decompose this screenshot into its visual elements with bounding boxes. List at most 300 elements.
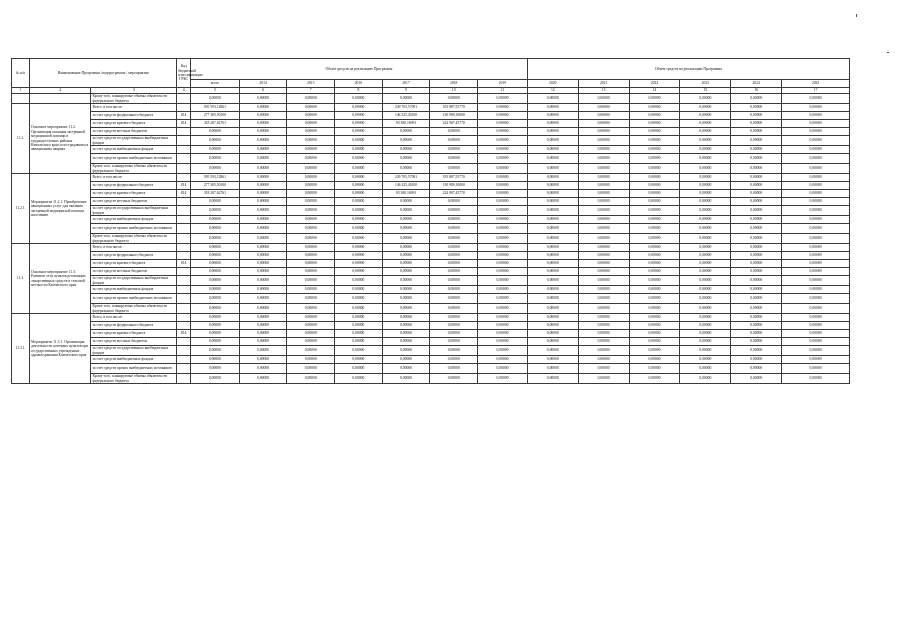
header-column-number: 14 xyxy=(629,88,680,94)
table-row xyxy=(12,252,850,260)
year-amount: 0,00000 xyxy=(335,164,383,174)
year-amount: 0,00000 xyxy=(335,206,383,216)
year-amount: 0,00000 xyxy=(239,286,287,294)
header-year: 2025 xyxy=(782,80,850,88)
year-amount: 0,00000 xyxy=(287,346,335,356)
year-amount: 0,00000 xyxy=(430,330,478,338)
year-amount: 0,00000 xyxy=(527,112,578,120)
header-year: 2017 xyxy=(382,80,430,88)
total-amount: 0,00000 xyxy=(191,164,240,174)
year-amount: 0,00000 xyxy=(731,330,782,338)
budget-code: 814 xyxy=(177,120,191,128)
year-amount: 0,00000 xyxy=(287,330,335,338)
year-amount: 0,00000 xyxy=(680,364,731,374)
header-code: Код бюджетной классификации ГРБС xyxy=(177,59,191,88)
year-amount: 0,00000 xyxy=(239,224,287,234)
budget-code xyxy=(177,94,191,104)
total-amount: 0,00000 xyxy=(191,304,240,314)
table-row xyxy=(12,146,850,154)
table-row xyxy=(12,268,850,276)
funding-source: за счет средств государственных внебюджетных фондов xyxy=(91,276,177,286)
year-amount: 0,00000 xyxy=(629,364,680,374)
header-column-number: 13 xyxy=(578,88,629,94)
activity-name: Основное мероприятие 11.2. Организация оказания экстренной медицинской помощи в труднодоступных районах Камчатского края и пострадавшим в авиационных авариях xyxy=(30,104,91,174)
year-amount: 0,00000 xyxy=(629,198,680,206)
year-amount: 0,00000 xyxy=(287,244,335,252)
year-amount: 0,00000 xyxy=(335,104,383,112)
funding-source: за счет средств федерального бюджета xyxy=(91,252,177,260)
row-number: 11.3. xyxy=(12,244,30,314)
budget-code: 814 xyxy=(177,112,191,120)
year-amount: 0,00000 xyxy=(782,234,850,244)
year-amount: 0,00000 xyxy=(430,276,478,286)
scan-mark-right xyxy=(887,52,889,53)
funding-source: за счет средств федерального бюджета xyxy=(91,182,177,190)
total-amount: 0,00000 xyxy=(191,216,240,224)
year-amount: 0,00000 xyxy=(731,346,782,356)
year-amount: 0,00000 xyxy=(578,104,629,112)
year-amount: 0,00000 xyxy=(731,314,782,322)
year-amount: 0,00000 xyxy=(782,174,850,182)
total-amount: 0,00000 xyxy=(191,224,240,234)
budget-code xyxy=(177,128,191,136)
year-amount: 0,00000 xyxy=(680,216,731,224)
year-amount: 0,00000 xyxy=(478,120,528,128)
year-amount: 0,00000 xyxy=(239,374,287,384)
year-amount: 0,00000 xyxy=(335,224,383,234)
year-amount: 0,00000 xyxy=(239,112,287,120)
year-amount: 0,00000 xyxy=(578,356,629,364)
activity-name: Основное мероприятие 11.3. Развитие сети пунктов реализации лекарственных средств в сельской местности Камчатского края xyxy=(30,244,91,314)
year-amount: 0,00000 xyxy=(335,128,383,136)
year-amount: 0,00000 xyxy=(335,364,383,374)
total-amount: 0,00000 xyxy=(191,234,240,244)
table-row xyxy=(12,276,850,286)
year-amount: 0,00000 xyxy=(478,364,528,374)
header-group-1: Объем средств на реализацию Программы xyxy=(191,59,528,80)
year-amount: 0,00000 xyxy=(578,154,629,164)
year-amount: 0,00000 xyxy=(782,314,850,322)
year-amount: 0,00000 xyxy=(731,120,782,128)
year-amount: 0,00000 xyxy=(335,294,383,304)
total-amount: 0,00000 xyxy=(191,338,240,346)
year-amount: 0,00000 xyxy=(335,276,383,286)
header-total: всего xyxy=(191,80,240,88)
year-amount: 0,00000 xyxy=(478,330,528,338)
table-row xyxy=(12,174,850,182)
year-amount: 0,00000 xyxy=(527,364,578,374)
table-row xyxy=(12,216,850,224)
year-amount: 0,00000 xyxy=(287,322,335,330)
year-amount: 0,00000 xyxy=(680,94,731,104)
year-amount: 0,00000 xyxy=(731,244,782,252)
year-amount: 0,00000 xyxy=(527,128,578,136)
year-amount: 0,00000 xyxy=(430,244,478,252)
year-amount: 0,00000 xyxy=(430,374,478,384)
row-number: 11.2.1. xyxy=(12,174,30,244)
total-amount: 0,00000 xyxy=(191,244,240,252)
year-amount: 0,00000 xyxy=(782,364,850,374)
total-amount: 0,00000 xyxy=(191,322,240,330)
year-amount: 0,00000 xyxy=(239,268,287,276)
year-amount: 0,00000 xyxy=(680,190,731,198)
year-amount: 0,00000 xyxy=(782,374,850,384)
year-amount: 224 907,45770 xyxy=(430,120,478,128)
year-amount: 0,00000 xyxy=(287,190,335,198)
table-row xyxy=(12,364,850,374)
year-amount: 0,00000 xyxy=(382,260,430,268)
year-amount: 0,00000 xyxy=(629,112,680,120)
budget-code xyxy=(177,252,191,260)
year-amount: 0,00000 xyxy=(578,112,629,120)
year-amount: 0,00000 xyxy=(478,234,528,244)
header-column-number: 5 xyxy=(191,88,240,94)
year-amount: 0,00000 xyxy=(680,128,731,136)
year-amount: 0,00000 xyxy=(335,120,383,128)
year-amount: 0,00000 xyxy=(430,164,478,174)
year-amount: 0,00000 xyxy=(731,104,782,112)
header-column-number: 8 xyxy=(335,88,383,94)
year-amount: 0,00000 xyxy=(782,94,850,104)
year-amount: 0,00000 xyxy=(782,182,850,190)
year-amount: 0,00000 xyxy=(335,244,383,252)
year-amount: 0,00000 xyxy=(731,276,782,286)
header-column-number: 15 xyxy=(680,88,731,94)
funding-source: Кроме того, планируемые объемы обязательств федерального бюджета xyxy=(91,304,177,314)
year-amount: 0,00000 xyxy=(478,294,528,304)
year-amount: 0,00000 xyxy=(430,260,478,268)
table-row xyxy=(12,286,850,294)
total-amount: 0,00000 xyxy=(191,286,240,294)
year-amount: 0,00000 xyxy=(335,322,383,330)
budget-code xyxy=(177,268,191,276)
year-amount: 0,00000 xyxy=(731,128,782,136)
year-amount: 0,00000 xyxy=(782,128,850,136)
year-amount: 0,00000 xyxy=(478,314,528,322)
year-amount: 0,00000 xyxy=(680,268,731,276)
year-amount: 0,00000 xyxy=(335,182,383,190)
year-amount: 0,00000 xyxy=(629,330,680,338)
year-amount: 0,00000 xyxy=(731,286,782,294)
activity-name: Мероприятие 11.2.1. Приобретение авиационных услуг для оказания экстренной медицинской помощи населению xyxy=(30,174,91,244)
year-amount: 0,00000 xyxy=(629,346,680,356)
year-amount: 0,00000 xyxy=(680,276,731,286)
year-amount: 0,00000 xyxy=(578,216,629,224)
year-amount: 0,00000 xyxy=(239,276,287,286)
year-amount: 0,00000 xyxy=(239,198,287,206)
header-column-number: 10 xyxy=(430,88,478,94)
year-amount: 0,00000 xyxy=(335,260,383,268)
year-amount: 0,00000 xyxy=(382,374,430,384)
header-year: 2021 xyxy=(578,80,629,88)
funding-source: за счет средств внебюджетных фондов xyxy=(91,286,177,294)
header-year: 2015 xyxy=(287,80,335,88)
year-amount: 0,00000 xyxy=(629,120,680,128)
year-amount: 0,00000 xyxy=(335,374,383,384)
header-column-number: 17 xyxy=(782,88,850,94)
year-amount: 0,00000 xyxy=(382,330,430,338)
year-amount: 0,00000 xyxy=(478,198,528,206)
budget-code xyxy=(177,356,191,364)
funding-source: за счет средств местных бюджетов xyxy=(91,268,177,276)
funding-source: за счет средств местных бюджетов xyxy=(91,198,177,206)
year-amount: 355 887,55770 xyxy=(430,104,478,112)
year-amount: 0,00000 xyxy=(578,346,629,356)
year-amount: 0,00000 xyxy=(578,198,629,206)
total-amount: 0,00000 xyxy=(191,374,240,384)
funding-source: за счет средств внебюджетных фондов xyxy=(91,216,177,224)
year-amount: 0,00000 xyxy=(478,216,528,224)
budget-code xyxy=(177,206,191,216)
year-amount: 0,00000 xyxy=(680,330,731,338)
total-amount: 0,00000 xyxy=(191,252,240,260)
year-amount: 0,00000 xyxy=(629,276,680,286)
table-row xyxy=(12,294,850,304)
total-amount: 0,00000 xyxy=(191,206,240,216)
year-amount: 0,00000 xyxy=(527,190,578,198)
year-amount: 0,00000 xyxy=(731,364,782,374)
year-amount: 0,00000 xyxy=(731,322,782,330)
year-amount: 0,00000 xyxy=(382,304,430,314)
header-column-number: 9 xyxy=(382,88,430,94)
year-amount: 0,00000 xyxy=(430,128,478,136)
year-amount: 0,00000 xyxy=(239,338,287,346)
year-amount: 0,00000 xyxy=(287,182,335,190)
year-amount: 0,00000 xyxy=(527,146,578,154)
year-amount: 0,00000 xyxy=(335,112,383,120)
year-amount: 0,00000 xyxy=(287,216,335,224)
year-amount: 0,00000 xyxy=(527,182,578,190)
year-amount: 0,00000 xyxy=(382,356,430,364)
year-amount: 0,00000 xyxy=(629,154,680,164)
year-amount: 0,00000 xyxy=(782,294,850,304)
table-row xyxy=(12,198,850,206)
year-amount: 0,00000 xyxy=(527,206,578,216)
activity-name xyxy=(30,94,91,104)
year-amount: 130 980,10000 xyxy=(430,182,478,190)
year-amount: 0,00000 xyxy=(782,304,850,314)
year-amount: 0,00000 xyxy=(731,294,782,304)
year-amount: 0,00000 xyxy=(578,174,629,182)
total-amount: 0,00000 xyxy=(191,276,240,286)
year-amount: 0,00000 xyxy=(335,154,383,164)
header-year: 2023 xyxy=(680,80,731,88)
budget-code xyxy=(177,146,191,154)
year-amount: 0,00000 xyxy=(731,112,782,120)
year-amount: 0,00000 xyxy=(578,120,629,128)
year-amount: 146 325,40100 xyxy=(382,182,430,190)
header-year: 2014 xyxy=(239,80,287,88)
activity-name: Мероприятие 11.3.1. Организация деятельности аптечных пунктов при государственных учреждениях здравоохранения Камчатского края xyxy=(30,314,91,384)
row-number: 11.2. xyxy=(12,104,30,174)
year-amount: 0,00000 xyxy=(430,154,478,164)
year-amount: 0,00000 xyxy=(680,112,731,120)
year-amount: 0,00000 xyxy=(527,322,578,330)
row-number xyxy=(12,94,30,104)
year-amount: 0,00000 xyxy=(629,136,680,146)
year-amount: 0,00000 xyxy=(782,286,850,294)
year-amount: 0,00000 xyxy=(287,314,335,322)
year-amount: 0,00000 xyxy=(731,260,782,268)
funding-source: Всего, в том числе: xyxy=(91,244,177,252)
year-amount: 0,00000 xyxy=(782,216,850,224)
table-row xyxy=(12,128,850,136)
header-year: 2019 xyxy=(478,80,528,88)
year-amount: 0,00000 xyxy=(578,364,629,374)
year-amount: 0,00000 xyxy=(478,338,528,346)
header-column-number: 12 xyxy=(527,88,578,94)
budget-code xyxy=(177,244,191,252)
year-amount: 0,00000 xyxy=(430,346,478,356)
year-amount: 0,00000 xyxy=(239,314,287,322)
year-amount: 0,00000 xyxy=(782,356,850,364)
year-amount: 0,00000 xyxy=(578,330,629,338)
funding-source: Кроме того, планируемые объемы обязательств федерального бюджета xyxy=(91,94,177,104)
header-year: 2024 xyxy=(731,80,782,88)
year-amount: 0,00000 xyxy=(527,260,578,268)
year-amount: 0,00000 xyxy=(287,174,335,182)
year-amount: 0,00000 xyxy=(680,154,731,164)
year-amount: 0,00000 xyxy=(629,216,680,224)
year-amount: 0,00000 xyxy=(335,198,383,206)
year-amount: 0,00000 xyxy=(478,136,528,146)
year-amount: 0,00000 xyxy=(527,356,578,364)
header-name: Наименование Программы /подпрограммы / мероприятия xyxy=(30,59,177,88)
year-amount: 0,00000 xyxy=(629,146,680,154)
year-amount: 0,00000 xyxy=(527,374,578,384)
table-row xyxy=(12,346,850,356)
year-amount: 0,00000 xyxy=(782,120,850,128)
header-num: № п/п xyxy=(12,59,30,88)
year-amount: 0,00000 xyxy=(287,120,335,128)
year-amount: 0,00000 xyxy=(287,304,335,314)
table-row xyxy=(12,182,850,190)
year-amount: 0,00000 xyxy=(680,356,731,364)
year-amount: 239 705,57091 xyxy=(382,104,430,112)
year-amount: 0,00000 xyxy=(287,374,335,384)
year-amount: 0,00000 xyxy=(239,260,287,268)
year-amount: 355 887,55770 xyxy=(430,174,478,182)
year-amount: 0,00000 xyxy=(578,224,629,234)
header-year: 2016 xyxy=(335,80,383,88)
year-amount: 0,00000 xyxy=(731,234,782,244)
year-amount: 0,00000 xyxy=(680,182,731,190)
year-amount: 0,00000 xyxy=(731,190,782,198)
year-amount: 0,00000 xyxy=(430,322,478,330)
year-amount: 0,00000 xyxy=(578,276,629,286)
year-amount: 0,00000 xyxy=(629,356,680,364)
year-amount: 0,00000 xyxy=(680,120,731,128)
year-amount: 0,00000 xyxy=(731,224,782,234)
year-amount: 0,00000 xyxy=(629,164,680,174)
year-amount: 0,00000 xyxy=(680,294,731,304)
funding-source: за счет средств государственных внебюджетных фондов xyxy=(91,346,177,356)
year-amount: 0,00000 xyxy=(578,252,629,260)
year-amount: 0,00000 xyxy=(578,314,629,322)
year-amount: 0,00000 xyxy=(782,268,850,276)
year-amount: 0,00000 xyxy=(680,346,731,356)
year-amount: 0,00000 xyxy=(287,268,335,276)
total-amount: 0,00000 xyxy=(191,198,240,206)
year-amount: 0,00000 xyxy=(335,356,383,364)
year-amount: 0,00000 xyxy=(527,294,578,304)
year-amount: 0,00000 xyxy=(629,174,680,182)
year-amount: 0,00000 xyxy=(578,206,629,216)
year-amount: 0,00000 xyxy=(578,190,629,198)
header-row xyxy=(12,59,850,80)
row-number: 11.3.1. xyxy=(12,314,30,384)
year-amount: 0,00000 xyxy=(527,244,578,252)
year-amount: 0,00000 xyxy=(239,128,287,136)
year-amount: 0,00000 xyxy=(478,276,528,286)
budget-code: 814 xyxy=(177,190,191,198)
year-amount: 0,00000 xyxy=(239,94,287,104)
funding-source: за счет средств федерального бюджета xyxy=(91,112,177,120)
year-amount: 0,00000 xyxy=(239,154,287,164)
year-amount: 0,00000 xyxy=(527,304,578,314)
year-amount: 0,00000 xyxy=(382,94,430,104)
year-amount: 0,00000 xyxy=(287,128,335,136)
year-amount: 0,00000 xyxy=(782,224,850,234)
year-amount: 0,00000 xyxy=(382,286,430,294)
year-amount: 239 705,57091 xyxy=(382,174,430,182)
year-amount: 0,00000 xyxy=(578,338,629,346)
total-amount: 595 593,12861 xyxy=(191,174,240,182)
year-amount: 0,00000 xyxy=(680,206,731,216)
year-amount: 0,00000 xyxy=(287,94,335,104)
year-amount: 0,00000 xyxy=(629,224,680,234)
year-amount: 0,00000 xyxy=(335,190,383,198)
year-amount: 0,00000 xyxy=(478,190,528,198)
year-amount: 0,00000 xyxy=(239,330,287,338)
table-row xyxy=(12,104,850,112)
year-amount: 0,00000 xyxy=(287,364,335,374)
budget-code xyxy=(177,364,191,374)
year-amount: 0,00000 xyxy=(527,104,578,112)
year-amount: 0,00000 xyxy=(629,260,680,268)
table-row xyxy=(12,314,850,322)
year-amount: 0,00000 xyxy=(382,224,430,234)
year-amount: 0,00000 xyxy=(527,154,578,164)
table-row xyxy=(12,374,850,384)
total-amount: 595 593,12861 xyxy=(191,104,240,112)
year-amount: 0,00000 xyxy=(629,244,680,252)
header-column-number: 7 xyxy=(287,88,335,94)
year-amount: 0,00000 xyxy=(680,252,731,260)
year-amount: 0,00000 xyxy=(731,216,782,224)
year-amount: 0,00000 xyxy=(335,234,383,244)
year-amount: 224 907,45770 xyxy=(430,190,478,198)
year-amount: 0,00000 xyxy=(731,136,782,146)
year-amount: 0,00000 xyxy=(629,252,680,260)
year-amount: 0,00000 xyxy=(629,268,680,276)
year-amount: 0,00000 xyxy=(287,154,335,164)
total-amount: 0,00000 xyxy=(191,268,240,276)
year-amount: 0,00000 xyxy=(578,234,629,244)
year-amount: 0,00000 xyxy=(287,112,335,120)
funding-source: за счет средств местных бюджетов xyxy=(91,338,177,346)
year-amount: 0,00000 xyxy=(430,294,478,304)
total-amount: 318 287,62761 xyxy=(191,190,240,198)
table-row xyxy=(12,136,850,146)
year-amount: 0,00000 xyxy=(629,94,680,104)
table-row xyxy=(12,206,850,216)
year-amount: 0,00000 xyxy=(527,338,578,346)
budget-code xyxy=(177,374,191,384)
year-amount: 0,00000 xyxy=(335,216,383,224)
year-amount: 0,00000 xyxy=(287,146,335,154)
year-amount: 0,00000 xyxy=(382,136,430,146)
